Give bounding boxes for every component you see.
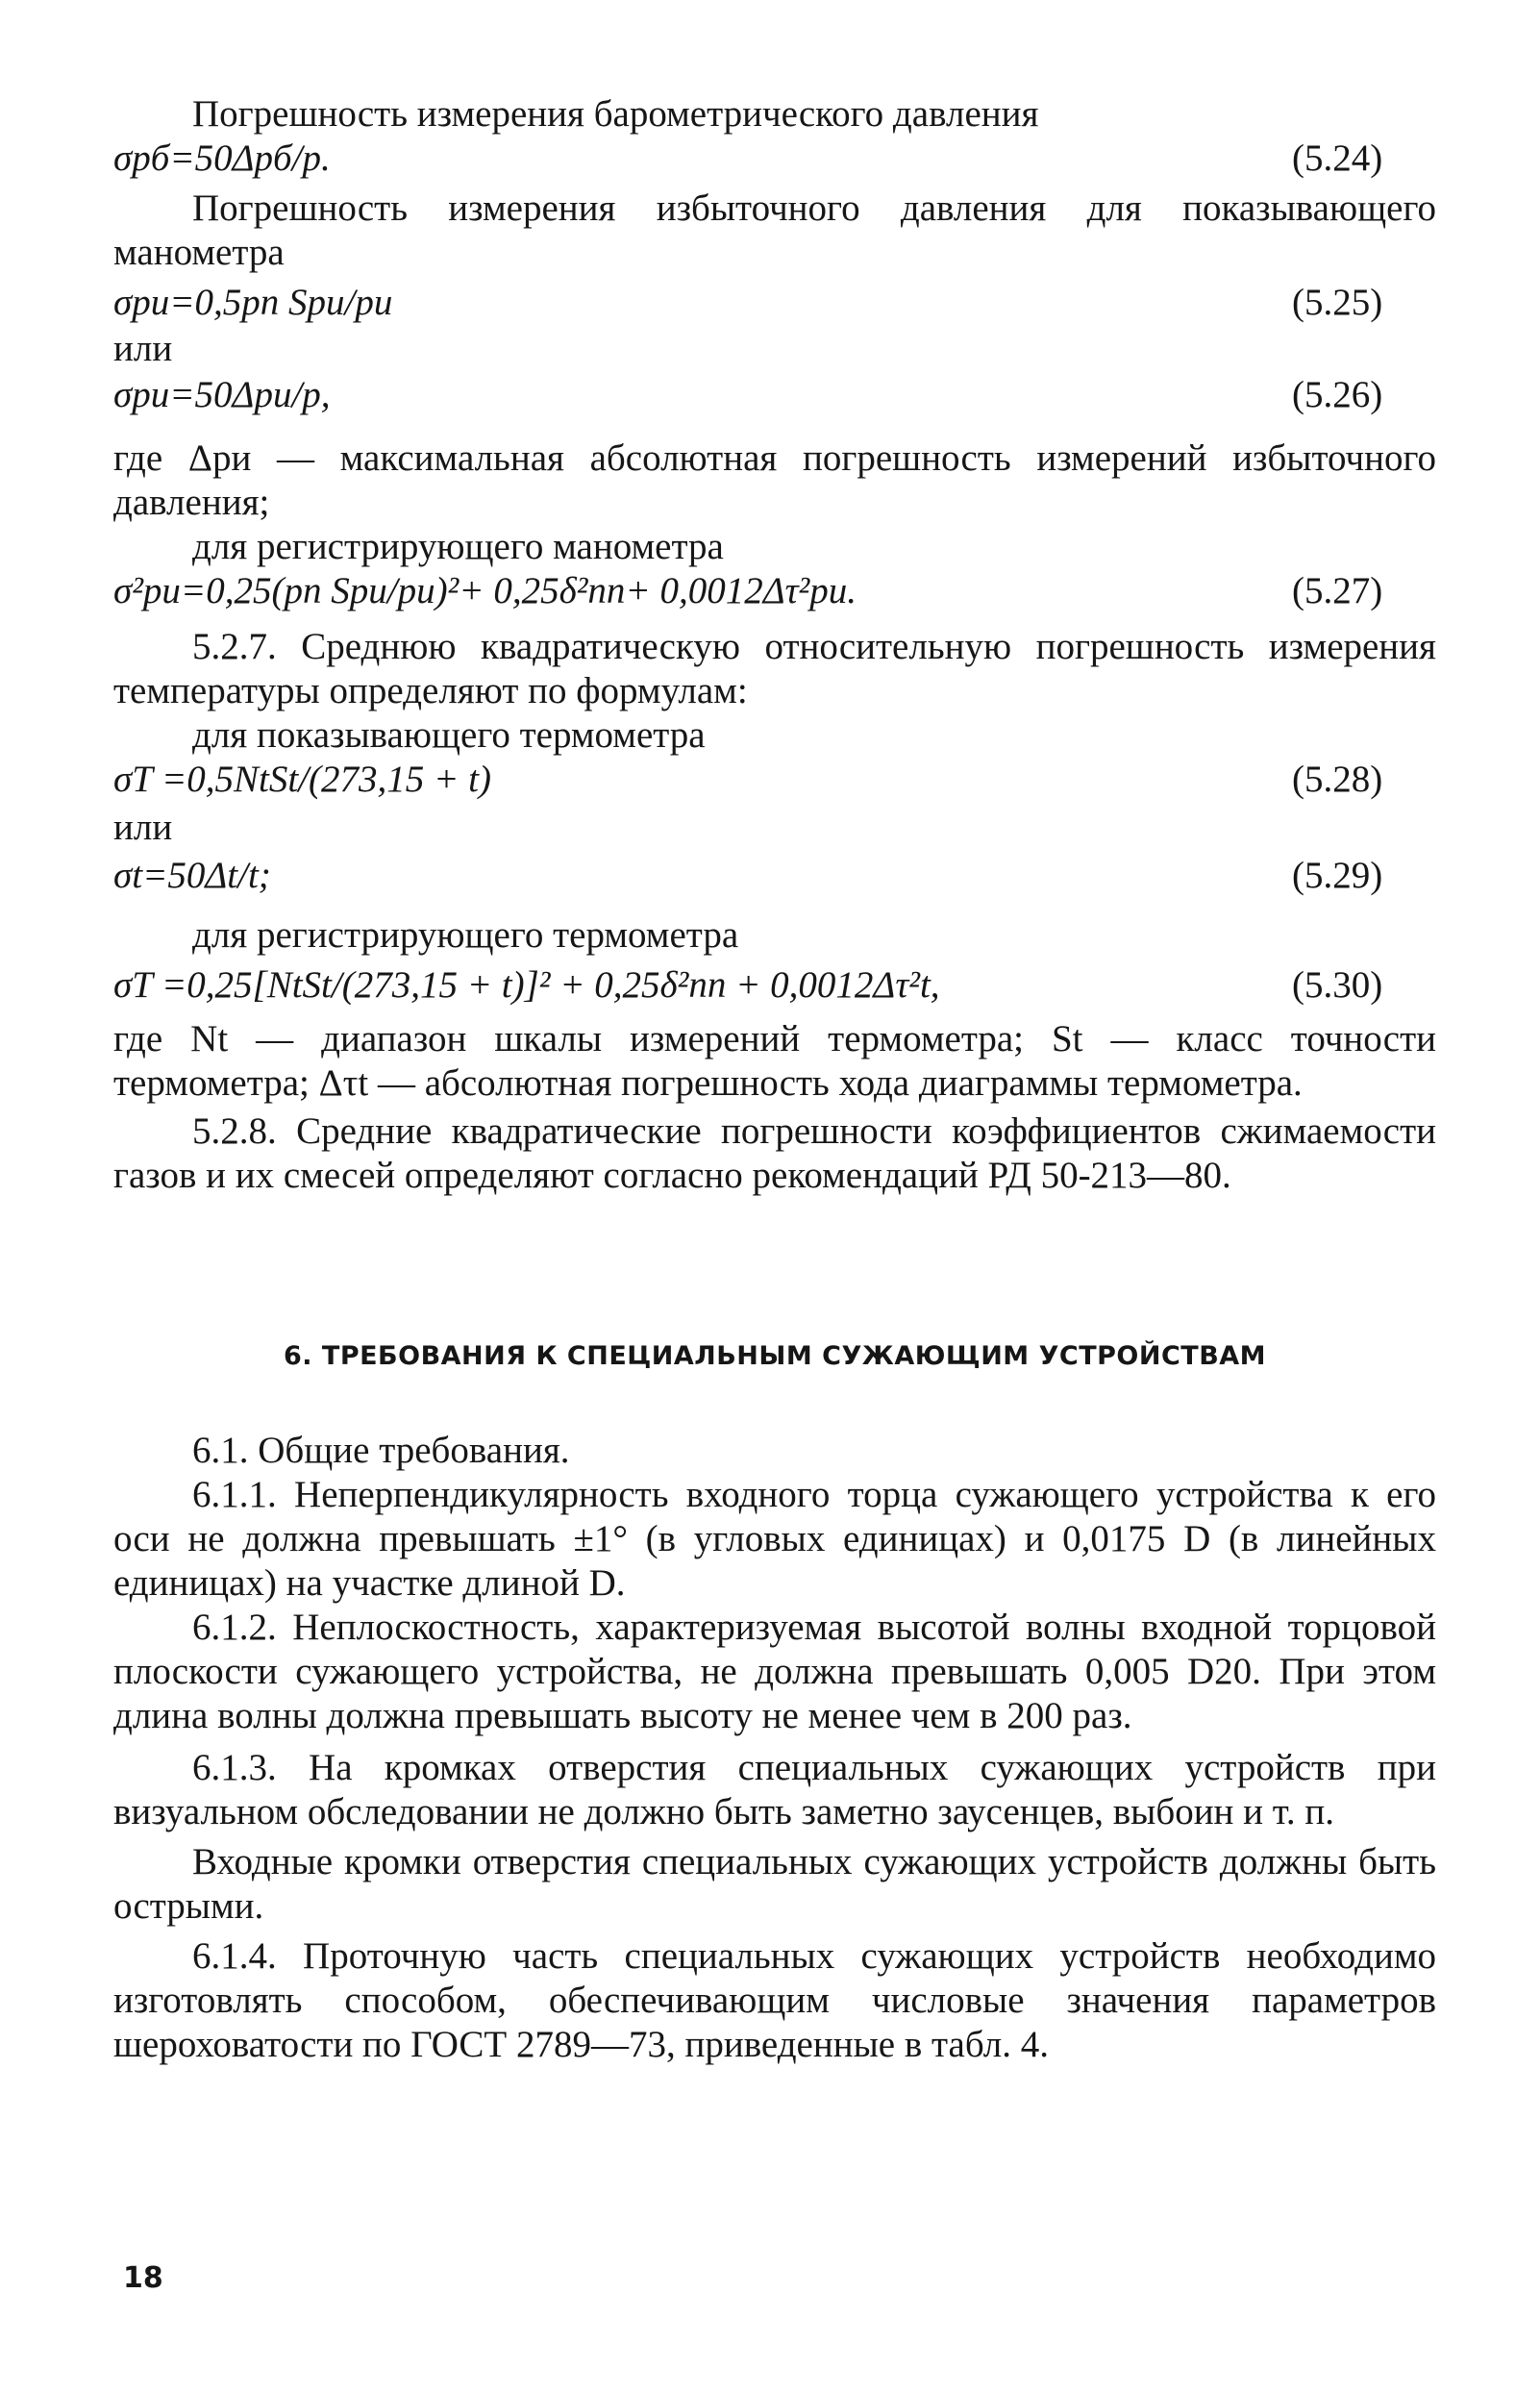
paragraph-nt-definition: где Nt — диапазон шкалы измерений термометра; St — класс точности термометра; Δτt — абсолютная погрешность хода диаграммы термометра. — [113, 1018, 1436, 1104]
conjunction-or-2: или — [113, 807, 173, 848]
equation-5-25 — [113, 281, 1436, 325]
section-heading: 6. ТРЕБОВАНИЯ К СПЕЦИАЛЬНЫМ СУЖАЮЩИМ УСТРОЙСТВАМ — [283, 1341, 1267, 1371]
formula-5-28: σT =0,5NtSt/(273,15 + t) — [113, 759, 491, 800]
equation-number-5-24: (5.24) — [1292, 137, 1383, 179]
formula-5-29: σt=50Δt/t; — [113, 855, 271, 896]
equation-number-5-25: (5.25) — [1292, 282, 1383, 323]
formula-5-26: σри=50Δри/р, — [113, 374, 331, 415]
equation-5-30 — [113, 963, 1436, 1008]
paragraph-5-2-7: 5.2.7. Среднюю квадратическую относительную погрешность измерения температуры определяют по формулам: — [113, 626, 1436, 711]
paragraph-gauge-error: Погрешность измерения избыточного давления для показывающего манометра — [113, 187, 1436, 273]
equation-5-29 — [113, 854, 1436, 898]
paragraph-6-1-4: 6.1.4. Проточную часть специальных сужающих устройств необходимо изготовлять способом, обеспечивающим числовые значения параметров шероховатости по ГОСТ 2789—73, приведенные в табл. 4. — [113, 1935, 1436, 2065]
formulas-block — [113, 92, 1436, 1198]
formula-5-27: σ²ри=0,25(рп Sри/ри)²+ 0,25δ²пп+ 0,0012Δτ²ри. — [113, 570, 857, 611]
paragraph-6-1-3: 6.1.3. На кромках отверстия специальных сужающих устройств при визуальном обследовании не должно быть заметно заусенцев, выбоин и т. п. — [113, 1747, 1436, 1832]
paragraph-input-edges: Входные кромки отверстия специальных сужающих устройств должны быть острыми. — [113, 1841, 1436, 1927]
equation-5-28 — [113, 758, 1436, 802]
formula-5-25: σри=0,5рп Sри/ри — [113, 282, 393, 323]
paragraph-baro-error: Погрешность измерения барометрического давления — [192, 93, 1039, 135]
conjunction-or: или — [113, 328, 173, 369]
paragraph-6-1-2: 6.1.2. Неплоскостность, характеризуемая высотой волны входной торцовой плоскости сужающего устройства, не должна превышать 0,005 D20. При этом длина волны должна превышать высоту не менее чем в 200 раз. — [113, 1607, 1436, 1736]
equation-5-26 — [113, 373, 1436, 417]
equation-number-5-26: (5.26) — [1292, 374, 1383, 415]
paragraph-delta-definition: где Δри — максимальная абсолютная погрешность измерений избыточного давления; — [113, 437, 1436, 523]
paragraph-indicating-thermometer: для показывающего термометра — [192, 714, 706, 756]
section-6-body — [113, 1429, 1436, 2067]
formula-5-30: σT =0,25[NtSt/(273,15 + t)]² + 0,25δ²пп + 0,0012Δτ²t, — [113, 964, 940, 1006]
equation-5-27 — [113, 569, 1436, 613]
paragraph-6-1-1: 6.1.1. Неперпендикулярность входного торца сужающего устройства к его оси не должна превышать ±1° (в угловых единицах) и 0,0175 D (в линейных единицах) на участке длиной D. — [113, 1474, 1436, 1604]
page-number: 18 — [123, 2261, 163, 2295]
paragraph-recording-gauge: для регистрирующего манометра — [192, 526, 724, 567]
equation-number-5-27: (5.27) — [1292, 570, 1383, 611]
equation-number-5-30: (5.30) — [1292, 964, 1383, 1006]
paragraph-recording-thermometer: для регистрирующего термометра — [192, 914, 739, 956]
equation-number-5-28: (5.28) — [1292, 759, 1383, 800]
equation-5-24 — [113, 137, 1436, 181]
paragraph-6-1: 6.1. Общие требования. — [192, 1430, 570, 1471]
formula-5-24: σрб=50Δрб/р. — [113, 137, 331, 179]
equation-number-5-29: (5.29) — [1292, 855, 1383, 896]
paragraph-5-2-8: 5.2.8. Средние квадратические погрешности коэффициентов сжимаемости газов и их смесей определяют согласно рекомендаций РД 50-213—80. — [113, 1110, 1436, 1196]
